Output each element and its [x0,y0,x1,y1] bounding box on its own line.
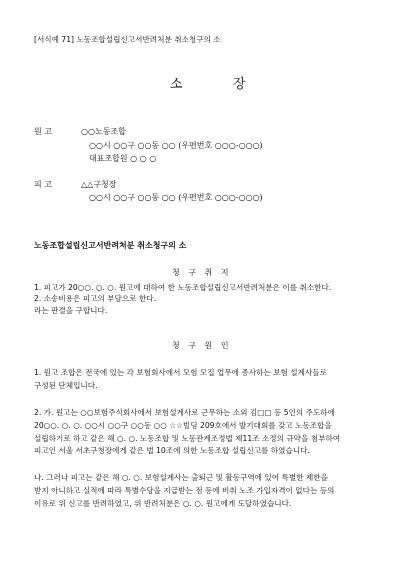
defendant-address: ○○시 ○○구 ○○동 ○○ (우편번호 ○○○-○○○) [89,193,263,202]
case-title: 노동조합설립신고서반려처분 취소청구의 소 [34,241,187,250]
reason-p2-line-2: 20○○. ○. ○. ○○시 ○○구 ○○동 ○○ ☆☆빌딩 209호에서 발기대회를 갖고 노동조합을 [34,421,332,430]
reason-p3-line-1: 나. 그러나 피고는 같은 해 ○. ○. 보험설계사는 출퇴근 및 활동구역에 있어 특별한 제한을 [34,473,328,482]
document-title-char2: 장 [233,77,246,92]
reason-heading: 청 구 원 인 [172,341,232,350]
defendant-name: △△구청장 [81,180,117,189]
claim-line-3: 라는 판결을 구합니다. [34,306,108,315]
form-label: [서식예 71] 노동조합설립신고서반려처분 취소청구의 소 [34,35,221,44]
plaintiff-representative: 대표조합원 ○ ○ ○ [89,154,157,163]
plaintiff-label: 원 고 [34,127,52,136]
reason-p2-line-3: 설립하기로 하고 같은 해 ○. ○. 노동조합 및 노동관계조정법 제11조 소정의 규약을 첨부하여 [34,434,341,443]
plaintiff-name: ○○노동조합 [81,127,126,136]
reason-p2-line-4: 피고인 서울 서초구청장에게 같은 법 10조에 의한 노동조합 설립신고를 하였습니다. [34,446,310,455]
reason-p1-line-2: 구성된 단체입니다. [34,381,98,390]
claim-heading: 청 구 취 지 [172,268,232,277]
reason-p3-line-2: 받지 아니하고 실적에 따라 특별수당을 지급받는 점 등에 비춰 노조 가입자격이 없다는 등의 [34,486,335,495]
reason-p1-line-1: 1. 원고 조합은 전국에 있는 각 보험회사에서 모험 모집 업무에 종사하는 보험 설계사들로 [34,368,327,377]
defendant-label: 피 고 [34,180,52,189]
claim-line-1: 1. 피고가 20○○. ○. ○. 원고에 대하여 한 노동조합설립신고서반려처분은 이를 취소한다. [34,283,332,292]
claim-line-2: 2. 소송비용은 피고의 부담으로 한다. [34,294,157,303]
reason-p2-line-1: 2. 가. 원고는 ○○보험주식회사에서 보험설계사로 근무하는 소외 김□□ 등 5인의 주도하에 [34,408,335,417]
reason-p3-line-3: 이유로 위 신고를 반려하였고, 위 반려처분은 ○. ○. 원고에게 도달하였습니다. [34,499,292,508]
document-title-char1: 소 [170,77,185,92]
plaintiff-address: ○○시 ○○구 ○○동 ○○ (우편번호 ○○○-○○○) [89,141,263,150]
